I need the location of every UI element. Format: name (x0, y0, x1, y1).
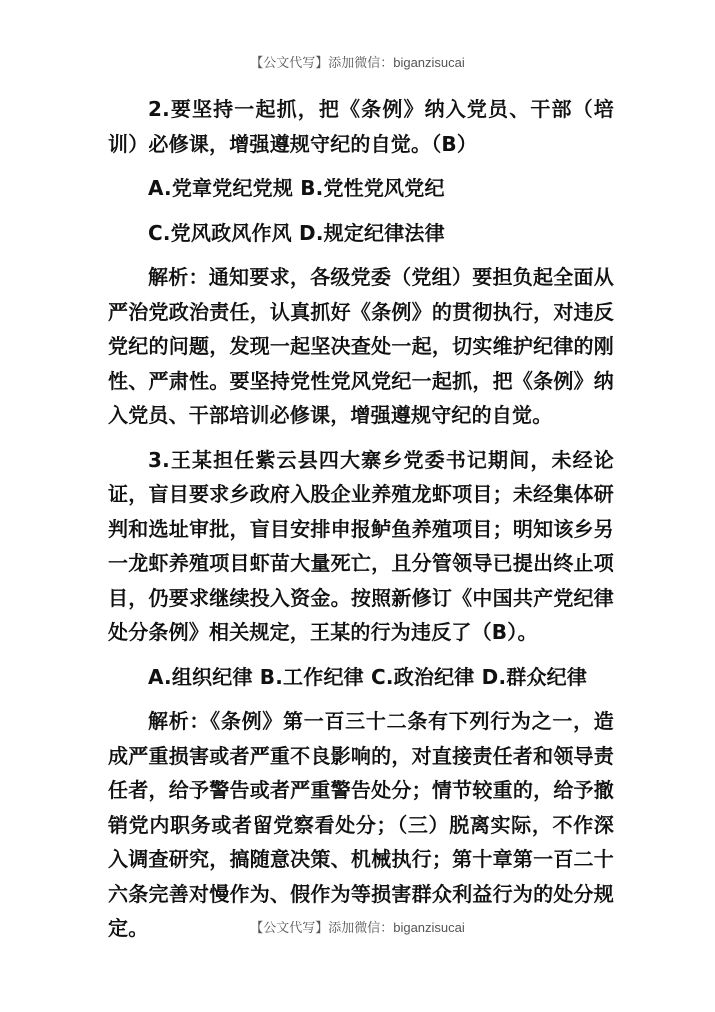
question-2-options-ab: A.党章党纪党规 B.党性党风党纪 (148, 176, 445, 200)
footer-watermark: 【公文代写】添加微信：biganzisucai (250, 920, 465, 935)
document-body (108, 92, 614, 956)
question-3-options: A.组织纪律 B.工作纪律 C.政治纪律 D.群众纪律 (148, 664, 588, 689)
question-2-explanation: 解析：通知要求，各级党委（党组）要担负起全面从严治党政治责任，认真抓好《条例》的贯彻执行，对违反党纪的问题，发现一起坚决查处一起，切实维护纪律的刚性、严肃性。要坚持党性党风党纪一起抓，把《条例》纳入党员、干部培训必修课，增强遵规守纪的自觉。 (108, 265, 614, 427)
question-3-text: 3.王某担任紫云县四大寨乡党委书记期间，未经论证，盲目要求乡政府入股企业养殖龙虾项目；未经集体研判和选址审批，盲目安排申报鲈鱼养殖项目；明知该乡另一龙虾养殖项目虾苗大量死亡，且分管领导已提出终止项目，仍要求继续投入资金。按照新修订《中国共产党纪律处分条例》相关规定，王某的行为违反了（B）。 (108, 447, 614, 644)
question-2-options-cd: C.党风政风作风 D.规定纪律法律 (148, 220, 445, 245)
question-2-text: 2.要坚持一起抓，把《条例》纳入党员、干部（培训）必修课，增强遵规守纪的自觉。（B） (108, 97, 614, 156)
header-watermark: 【公文代写】添加微信：biganzisucai (250, 55, 465, 70)
question-3-explanation: 解析：《条例》第一百三十二条有下列行为之一，造成严重损害或者严重不良影响的，对直接责任者和领导责任者，给予警告或者严重警告处分；情节较重的，给予撤销党内职务或者留党察看处分；（三）脱离实际，不作深入调查研究，搞随意决策、机械执行；第十章第一百二十六条完善对慢作为、假作为等损害群众利益行为的处分规定。 (108, 709, 614, 940)
